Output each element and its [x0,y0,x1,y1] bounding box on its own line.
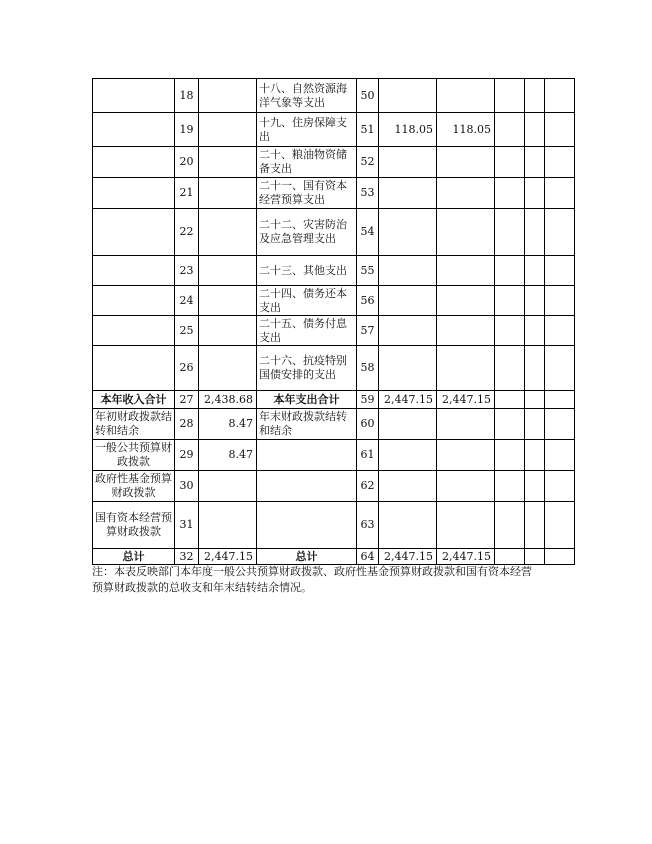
carryover-end-label [257,502,357,549]
expense-total [379,79,437,113]
table-row [93,209,575,256]
left-line-number: 28 [175,409,199,440]
left-amount [199,79,257,113]
footnote-line: 注：本表反映部门本年度一般公共预算财政拨款、政府性基金预算财政拨款和国有资本经营 [92,565,532,578]
right-line-number: 53 [357,178,379,209]
carryover-row [93,440,575,471]
expense-item: 二十、粮油物资储备支出 [257,147,357,178]
expense-general: 118.05 [437,113,495,147]
left-amount [199,147,257,178]
expense-total [379,209,437,256]
right-line-number: 61 [357,440,379,471]
expense-general: 2,447.15 [437,549,495,565]
carryover-end-label [257,471,357,502]
expense-general [437,209,495,256]
left-line-number: 31 [175,502,199,549]
right-line-number: 51 [357,113,379,147]
left-line-number: 25 [175,316,199,346]
left-amount [199,286,257,316]
left-line-number: 24 [175,286,199,316]
expense-total-label: 本年支出合计 [257,391,357,409]
expense-general [437,256,495,286]
expense-general [437,178,495,209]
carryover-end-label [257,440,357,471]
left-amount [199,113,257,147]
left-line-number: 23 [175,256,199,286]
right-line-number: 50 [357,79,379,113]
left-amount [199,502,257,549]
income-total-amount: 2,438.68 [199,391,257,409]
table-row [93,113,575,147]
carryover-sub-label: 政府性基金预算财政拨款 [93,471,175,502]
expense-item: 十八、自然资源海洋气象等支出 [257,79,357,113]
expense-general [437,147,495,178]
left-line-number: 32 [175,549,199,565]
table-row [93,346,575,391]
left-line-number: 22 [175,209,199,256]
right-line-number: 56 [357,286,379,316]
table-row [93,286,575,316]
right-line-number: 58 [357,346,379,391]
expense-general [437,346,495,391]
expense-item: 二十四、债务还本支出 [257,286,357,316]
expense-general [437,286,495,316]
carryover-end-label: 年末财政拨款结转和结余 [257,409,357,440]
left-line-number: 19 [175,113,199,147]
grand-expense-label: 总计 [257,549,357,565]
left-amount [199,209,257,256]
right-line-number: 60 [357,409,379,440]
carryover-row [93,409,575,440]
expense-total: 2,447.15 [379,391,437,409]
expense-total [379,256,437,286]
expense-general [437,79,495,113]
carryover-row [93,471,575,502]
left-amount: 8.47 [199,440,257,471]
right-line-number: 52 [357,147,379,178]
left-line-number: 18 [175,79,199,113]
carryover-sub-label: 一般公共预算财政拨款 [93,440,175,471]
expense-total: 118.05 [379,113,437,147]
expense-total [379,178,437,209]
year-total-row [93,391,575,409]
expense-total: 2,447.15 [379,549,437,565]
left-amount [199,471,257,502]
expense-item: 十九、住房保障支出 [257,113,357,147]
budget-table [92,78,575,565]
table-row [93,256,575,286]
expense-item: 二十一、国有资本经营预算支出 [257,178,357,209]
right-line-number: 59 [357,391,379,409]
carryover-row [93,502,575,549]
table-row [93,147,575,178]
expense-general [437,316,495,346]
left-amount [199,178,257,209]
income-total-label: 本年收入合计 [93,391,175,409]
grand-total-row [93,549,575,565]
expense-item: 二十五、债务付息支出 [257,316,357,346]
carryover-sub-label: 国有资本经营预算财政拨款 [93,502,175,549]
expense-total [379,316,437,346]
expense-general: 2,447.15 [437,391,495,409]
left-amount [199,316,257,346]
left-line-number: 30 [175,471,199,502]
grand-income-amount: 2,447.15 [199,549,257,565]
left-line-number: 26 [175,346,199,391]
table-row [93,178,575,209]
right-line-number: 62 [357,471,379,502]
right-line-number: 57 [357,316,379,346]
left-line-number: 27 [175,391,199,409]
right-line-number: 55 [357,256,379,286]
right-line-number: 64 [357,549,379,565]
left-amount [199,256,257,286]
left-line-number: 29 [175,440,199,471]
grand-total-label: 总计 [93,549,175,565]
footnote-line: 预算财政拨款的总收支和年末结转结余情况。 [92,581,312,594]
expense-total [379,346,437,391]
expense-total [379,286,437,316]
left-line-number: 20 [175,147,199,178]
left-line-number: 21 [175,178,199,209]
left-amount [199,346,257,391]
expense-item: 二十三、其他支出 [257,256,357,286]
expense-item: 二十二、灾害防治及应急管理支出 [257,209,357,256]
table-row [93,316,575,346]
left-amount: 8.47 [199,409,257,440]
right-line-number: 63 [357,502,379,549]
carryover-label: 年初财政拨款结转和结余 [93,409,175,440]
table-footnote [92,564,592,596]
expense-item: 二十六、抗疫特别国债安排的支出 [257,346,357,391]
right-line-number: 54 [357,209,379,256]
expense-total [379,147,437,178]
table-row [93,79,575,113]
